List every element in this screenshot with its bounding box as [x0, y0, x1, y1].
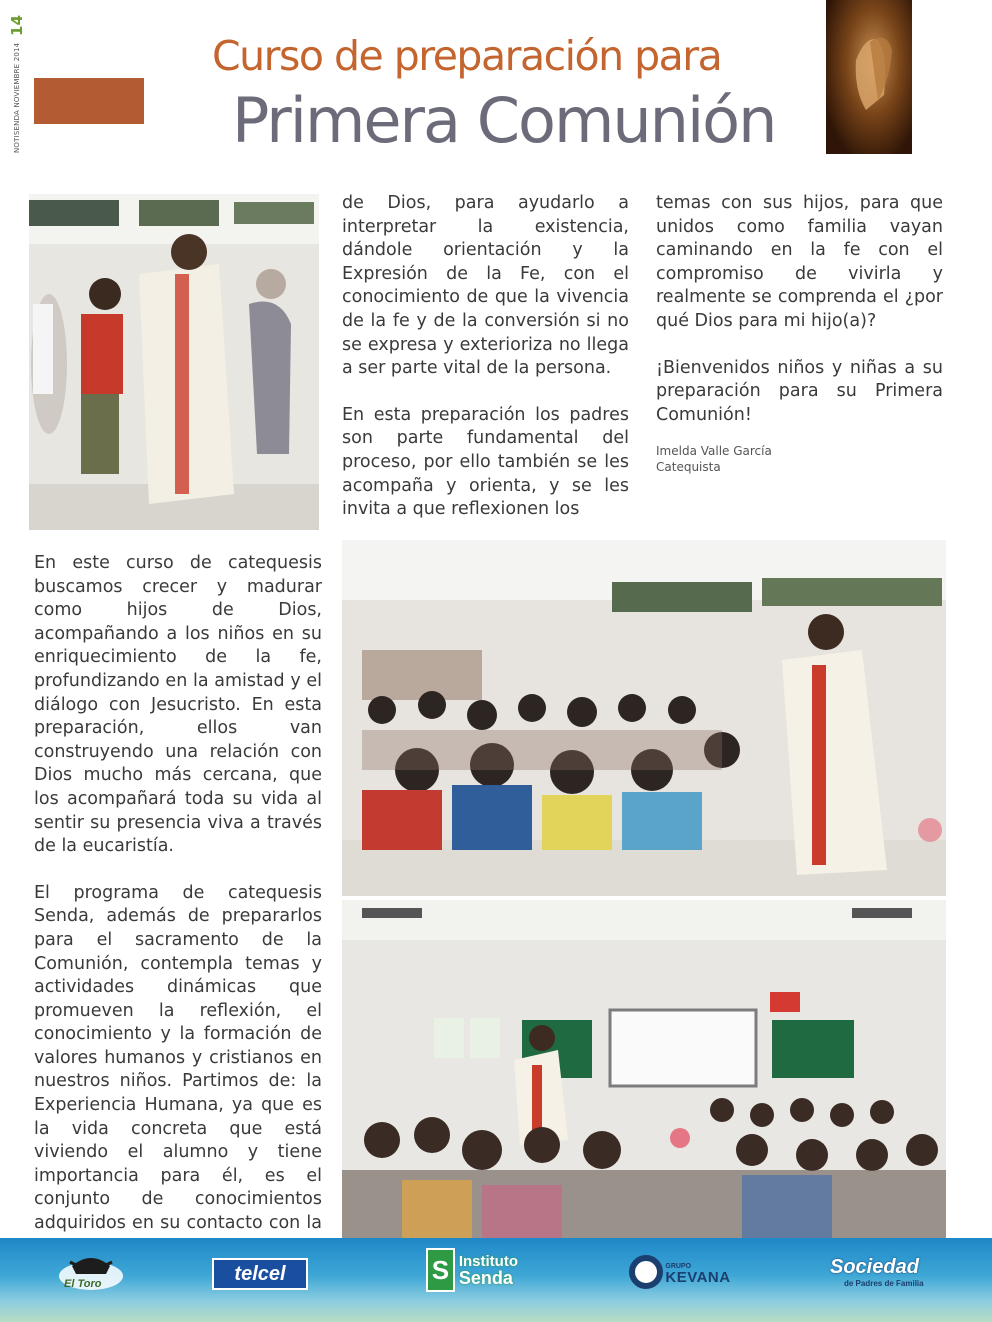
senda-s-icon: S	[426, 1248, 455, 1292]
eltoro-logo	[56, 1246, 126, 1296]
senda-logo-line-2: Senda	[458, 1268, 513, 1288]
sociedad-logo-subtext: de Padres de Familia	[844, 1279, 924, 1288]
paragraph: ¡Bienvenidos niños y niñas a su preparación para su Primera Comunión!	[656, 357, 943, 425]
kevana-logo-small: GRUPO	[665, 1263, 692, 1270]
kevana-ring-icon	[629, 1255, 663, 1289]
sociedad-logo-text: Sociedad	[830, 1256, 919, 1278]
photo-priest-blessing-child	[29, 194, 319, 530]
praying-hands-photo	[826, 0, 912, 154]
paragraph: temas con sus hijos, para que unidos como familia vayan caminando en la fe con el compromiso de vivirla y realmente se comprenda el ¿por qué Dios para mi hijo(a)?	[656, 193, 943, 331]
paragraph: En esta preparación los padres son parte fundamental del proceso, por ello también se les acompaña y orienta, y se les invita a que reflexionen los	[342, 404, 629, 520]
page-number: 14	[8, 14, 26, 37]
article-column-middle	[342, 192, 629, 522]
grupo-kevana-logo	[628, 1250, 732, 1294]
side-label-text: NOTISENDA NOVIEMBRE 2014	[13, 42, 21, 153]
eltoro-logo-text: El Toro	[64, 1278, 102, 1290]
article-column-right	[656, 192, 943, 475]
senda-logo-line-1: Instituto	[458, 1253, 518, 1270]
signature-name: Imelda Valle García	[656, 444, 772, 459]
side-label	[4, 14, 30, 158]
instituto-senda-logo	[426, 1248, 518, 1292]
sociedad-padres-logo	[830, 1252, 928, 1292]
telcel-logo: telcel	[212, 1258, 308, 1290]
photo-classroom-mass	[342, 900, 946, 1238]
signature	[656, 443, 943, 475]
article-column-left	[34, 552, 322, 1259]
title-line-2: Primera Comunión	[232, 84, 776, 157]
accent-bar	[34, 78, 144, 124]
title-line-1: Curso de preparación para	[212, 32, 722, 80]
signature-role: Catequista	[656, 460, 721, 475]
paragraph: El programa de catequesis Senda, además de prepararlos para el sacramento de la Comunión, contempla temas y actividades dinámicas que promueven la reflexión, el conocimiento y la formación de valores humanos y cristianos en nuestros niños. Partimos de: la Experiencia Humana, ya que es la vida concreta que está viviendo el alumno y tiene importancia para él, es el conjunto de conocimientos adquiridos en su contacto con la	[34, 882, 322, 1234]
paragraph: de Dios, para ayudarlo a interpretar la existencia, dándole orientación y la Expresión de la Fe, con el conocimiento de que la vivencia de la fe y de la conversión si no se expresa y exterioriza no llega a ser parte vital de la persona.	[342, 193, 629, 379]
paragraph: En este curso de catequesis buscamos crecer y madurar como hijos de Dios, acompañando a los niños en su enriquecimiento de la fe, profundizando en la amistad y el diálogo con Jesucristo. En esta preparación, ellos van construyendo una relación con Dios mucho más cercana, que los acompañará toda su vida al sentir su presencia viva a través de la eucaristía.	[34, 553, 322, 857]
photo-children-seated-priest-speaking	[342, 540, 946, 896]
kevana-logo-text: KEVANA	[665, 1269, 731, 1286]
